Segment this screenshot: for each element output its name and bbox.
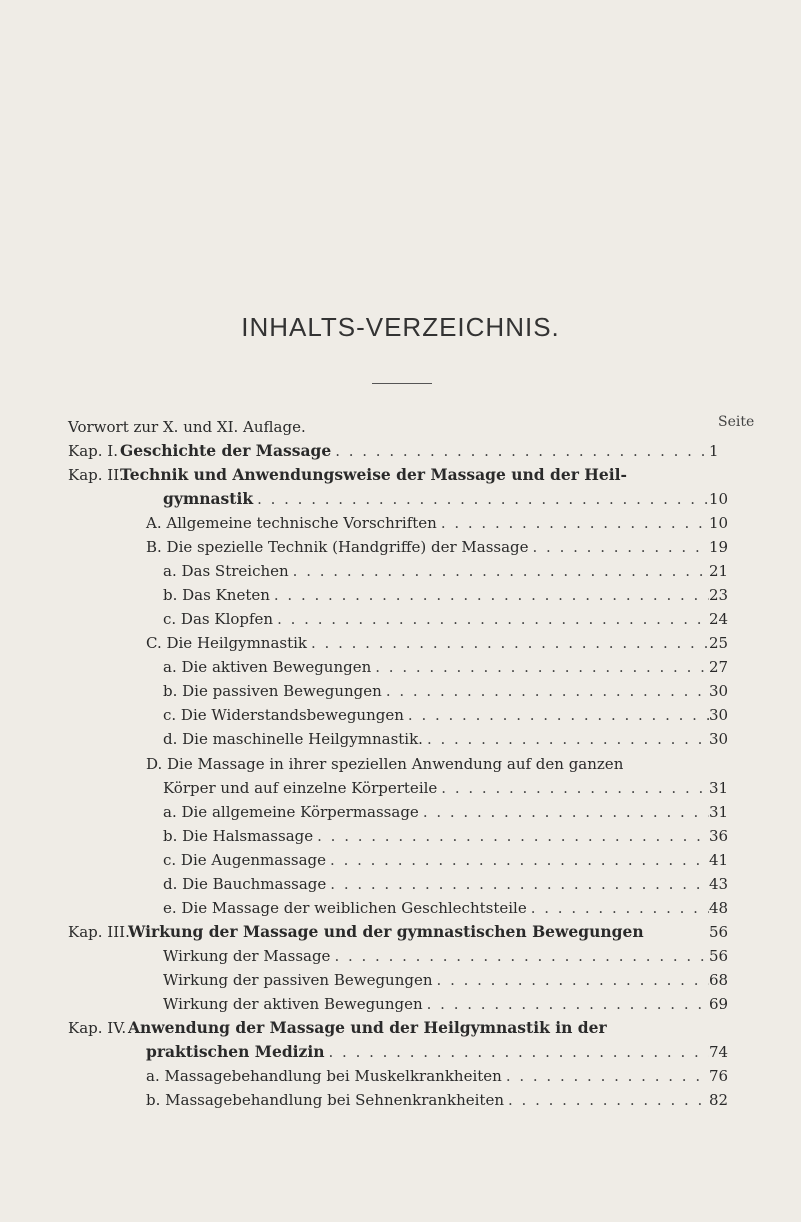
toc-entry [163,561,709,581]
toc-entry-label: praktischen Medizin [146,1042,325,1061]
toc-entry-label: a. Massagebehandlung bei Muskelkrankheiten [146,1067,502,1085]
leader-dots [330,946,709,966]
toc-page-number: 41 [709,851,729,869]
toc-entry [163,826,709,846]
toc-entry-label: b. Massagebehandlung bei Sehnenkrankheiten [146,1091,505,1109]
toc-entry [120,441,709,461]
leader-dots [437,778,709,798]
toc-entry-label: C. Die Heilgymnastik [146,634,308,652]
leader-dots [371,657,709,677]
toc-entry [163,946,709,966]
toc-entry-label: c. Die Augenmassage [163,851,327,869]
toc-page-number: 31 [709,779,729,797]
toc-entry-label: Technik und Anwendungsweise der Massage und der Heil- [120,465,627,484]
toc-entry [163,850,709,870]
toc-entry-label: c. Das Klopfen [163,610,274,628]
toc-entry-label: Körper und auf einzelne Körperteile [163,779,438,797]
page-title: INHALTS-VERZEICHNIS. [241,312,560,342]
leader-dots [423,729,709,749]
toc-page-number: 10 [709,514,729,532]
toc-entry [163,681,709,701]
leader-dots [404,705,709,725]
toc-entry-label: Wirkung der Massage [163,947,331,965]
leader-dots [419,802,709,822]
chapter-prefix: Kap. II. [68,466,124,484]
toc-entry [146,1090,709,1110]
toc-entry [163,778,709,798]
chapter-prefix: Kap. I. [68,442,118,460]
leader-dots [326,850,709,870]
toc-entry [163,585,709,605]
toc-entry [163,705,709,725]
leader-dots [382,681,709,701]
chapter-prefix: Kap. IV. [68,1019,127,1037]
toc-page-number: 10 [709,490,729,508]
page-column-header: Seite [718,414,755,430]
toc-entry-label: a. Die allgemeine Körpermassage [163,803,419,821]
toc-entry [128,1018,607,1038]
toc-page-number: 30 [709,682,729,700]
toc-entry-label: Geschichte der Massage [120,441,332,460]
leader-dots [504,1090,709,1110]
toc-page-number: 48 [709,899,729,917]
toc-entry [146,537,709,557]
toc-entry [163,657,709,677]
toc-entry [163,970,709,990]
toc-page-number: 82 [709,1091,729,1109]
leader-dots [529,537,709,557]
toc-page-number: 76 [709,1067,729,1085]
toc-entry [146,513,709,533]
leader-dots [527,898,709,918]
toc-entry-label: A. Allgemeine technische Vorschriften [146,514,437,532]
leader-dots [326,874,709,894]
toc-entry-label: D. Die Massage in ihrer speziellen Anwendung auf den ganzen [146,755,624,773]
toc-entry [163,729,709,749]
toc-entry-label: B. Die spezielle Technik (Handgriffe) der Massage [146,538,529,556]
leader-dots [273,609,709,629]
toc-entry [146,1042,709,1062]
toc-entry-label: c. Die Widerstandsbewegungen [163,706,404,724]
leader-dots [325,1042,710,1062]
toc-entry-label: b. Das Kneten [163,586,270,604]
toc-entry [68,417,739,437]
toc-entry [163,489,709,509]
toc-entry [146,1066,709,1086]
toc-entry [163,874,709,894]
toc-page-number: 36 [709,827,729,845]
leader-dots [502,1066,709,1086]
toc-page-number: 56 [709,947,729,965]
toc-entry-label: Wirkung der aktiven Bewegungen [163,995,423,1013]
toc-entry [128,922,644,942]
leader-dots [270,585,709,605]
toc-page-number: 43 [709,875,729,893]
toc-page-number: 23 [709,586,729,604]
toc-entry-label: a. Das Streichen [163,562,289,580]
toc-entry [163,802,709,822]
toc-page-number: 19 [709,538,729,556]
toc-entry [163,898,709,918]
toc-entry-label: Wirkung der Massage und der gymnastischen Bewegungen [128,922,644,941]
leader-dots [289,561,709,581]
leader-dots [433,970,709,990]
toc-page-number: 69 [709,995,729,1013]
leader-dots [253,489,709,509]
toc-entry-label: b. Die Halsmassage [163,827,314,845]
toc-entry [146,754,623,774]
toc-page-number: 31 [709,803,729,821]
toc-entry-label: Vorwort zur X. und XI. Auflage. [68,418,306,436]
chapter-prefix: Kap. III. [68,923,130,941]
toc-entry-label: Anwendung der Massage und der Heilgymnastik in der [128,1018,607,1037]
toc-page-number: 24 [709,610,729,628]
toc-entry [146,633,709,653]
toc-entry-label: b. Die passiven Bewegungen [163,682,382,700]
toc-page-number: 1 [709,442,719,460]
toc-page-number: 25 [709,634,729,652]
toc-entry-label: e. Die Massage der weiblichen Geschlechtsteile [163,899,527,917]
toc-entry-label: Wirkung der passiven Bewegungen [163,971,433,989]
leader-dots [423,994,709,1014]
toc-page-number: 30 [709,730,729,748]
toc-page-number: 74 [709,1043,729,1061]
toc-page-number: 30 [709,706,729,724]
toc-page-number: 68 [709,971,729,989]
leader-dots [437,513,709,533]
toc-page-number: 21 [709,562,729,580]
toc-entry-label: gymnastik [163,489,254,508]
leader-dots [307,633,709,653]
toc-entry-label: d. Die Bauchmassage [163,875,327,893]
leader-dots [313,826,709,846]
leader-dots [331,441,709,461]
toc-page-number: 56 [709,923,729,941]
toc-entry-label: a. Die aktiven Bewegungen [163,658,372,676]
toc-entry [120,465,627,485]
toc-entry-label: d. Die maschinelle Heilgymnastik. [163,730,423,748]
toc-page-number: 27 [709,658,729,676]
toc-entry [163,609,709,629]
toc-entry [163,994,709,1014]
